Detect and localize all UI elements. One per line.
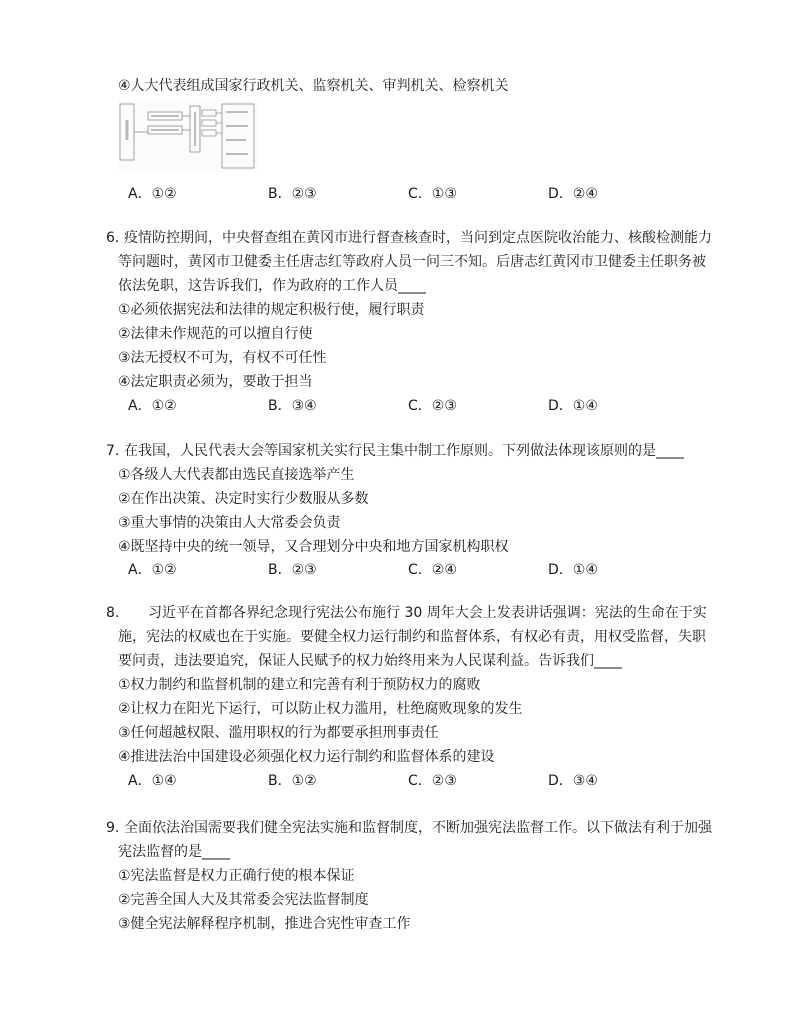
q6-option-d[interactable]: D．①④ <box>548 398 598 414</box>
q6-item-3: ③法无授权不可为，有权不可任性 <box>118 350 327 366</box>
q9-item-3: ③健全宪法解释程序机制，推进合宪性审查工作 <box>118 916 411 932</box>
q5-option-b[interactable]: B．②③ <box>268 186 317 202</box>
q8-option-b[interactable]: B．①② <box>268 773 317 789</box>
q5-diagram-image <box>118 100 258 172</box>
q6-item-4: ④法定职责必须为，要敢于担当 <box>118 374 313 390</box>
q7-stem-line-1: 在我国，人民代表大会等国家机关实行民主集中制工作原则。下列做法体现该原则的是____ <box>124 443 684 459</box>
q8-options <box>128 771 628 791</box>
q6-stem-line-1: 疫情防控期间，中央督查组在黄冈市进行督查核查时，当问到定点医院收治能力、核酸检测能力 <box>124 230 712 246</box>
q8-stem-line-2: 施，宪法的权威也在于实施。要健全权力运行制约和监督体系，有权必有责，用权受监督，失职 <box>118 629 706 645</box>
q6-option-c[interactable]: C．②③ <box>408 398 457 414</box>
q7-option-d[interactable]: D．①④ <box>548 562 598 578</box>
q8-item-2: ②让权力在阳光下运行，可以防止权力滥用，杜绝腐败现象的发生 <box>118 701 523 717</box>
q5-option-a[interactable]: A．①② <box>128 186 177 202</box>
q8-option-a[interactable]: A．①④ <box>128 773 177 789</box>
q5-option-c[interactable]: C．①③ <box>408 186 457 202</box>
q6-options <box>128 396 628 416</box>
q8-number: 8. <box>106 605 120 621</box>
q8-item-1: ①权力制约和监督机制的建立和完善有利于预防权力的腐败 <box>118 677 481 693</box>
q8-item-4: ④推进法治中国建设必须强化权力运行制约和监督体系的建设 <box>118 749 495 765</box>
q8-stem-line-1: 习近平在首都各界纪念现行宪法公布施行 30 周年大会上发表讲话强调：宪法的生命在于实 <box>148 605 707 621</box>
q9-stem-line-2: 宪法监督的是____ <box>118 844 230 860</box>
q6-stem-line-2: 等问题时，黄冈市卫健委主任唐志红等政府人员一问三不知。后唐志红黄冈市卫健委主任职务被 <box>118 254 706 270</box>
q8-stem-line-3: 要问责，违法要追究，保证人民赋予的权力始终用来为人民谋利益。告诉我们____ <box>118 653 622 669</box>
q8-item-3: ③任何超越权限、滥用职权的行为都要承担刑事责任 <box>118 725 439 741</box>
q7-options <box>128 560 628 580</box>
q6-item-2: ②法律未作规范的可以擅自行使 <box>118 326 313 342</box>
q8-option-c[interactable]: C．②③ <box>408 773 457 789</box>
q7-number: 7. <box>106 443 120 459</box>
q9-item-2: ②完善全国人大及其常委会宪法监督制度 <box>118 892 369 908</box>
q5-item-4: ④人大代表组成国家行政机关、监察机关、审判机关、检察机关 <box>118 78 509 94</box>
q7-item-2: ②在作出决策、决定时实行少数服从多数 <box>118 491 369 507</box>
q9-number: 9. <box>106 820 120 836</box>
q5-option-d[interactable]: D．②④ <box>548 186 598 202</box>
q5-options <box>128 184 628 204</box>
q6-option-a[interactable]: A．①② <box>128 398 177 414</box>
q6-number: 6. <box>106 230 120 246</box>
q7-option-a[interactable]: A．①② <box>128 562 177 578</box>
q6-stem-line-3: 依法免职，这告诉我们，作为政府的工作人员____ <box>118 278 426 294</box>
q7-item-3: ③重大事情的决策由人大常委会负责 <box>118 515 341 531</box>
q6-option-b[interactable]: B．③④ <box>268 398 317 414</box>
q9-stem-line-1: 全面依法治国需要我们健全宪法实施和监督制度，不断加强宪法监督工作。以下做法有利于加强 <box>124 820 712 836</box>
q7-option-c[interactable]: C．②④ <box>408 562 457 578</box>
q8-option-d[interactable]: D．③④ <box>548 773 598 789</box>
q6-item-1: ①必须依据宪法和法律的规定积极行使，履行职责 <box>118 302 425 318</box>
q7-item-4: ④既坚持中央的统一领导，又合理划分中央和地方国家机构职权 <box>118 539 509 555</box>
q7-option-b[interactable]: B．②③ <box>268 562 317 578</box>
q9-item-1: ①宪法监督是权力正确行使的根本保证 <box>118 868 355 884</box>
q7-item-1: ①各级人大代表都由选民直接选举产生 <box>118 467 355 483</box>
